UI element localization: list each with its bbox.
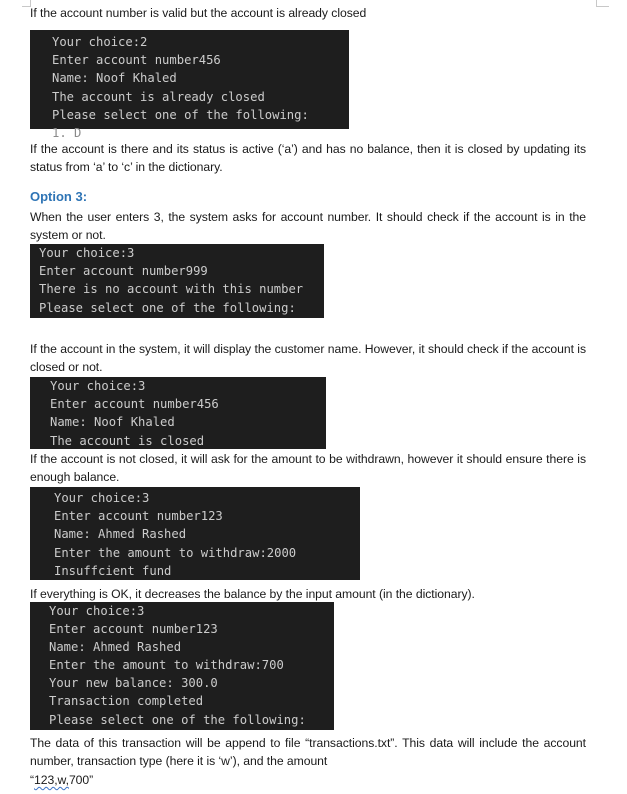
console-line: Transaction completed — [49, 694, 204, 709]
console-line: Please select one of the following: — [49, 712, 306, 727]
console-line: The account is closed — [50, 433, 205, 448]
active-status-text: If the account is there and its status is active (‘a’) and has no balance, then it is closed by updating its status from ‘a’ to ‘c’ in the dictionary. — [30, 142, 586, 174]
transactions-file-text: The data of this transaction will be append to file “transactions.txt”. This data will include the account number, transaction type (here it is ‘w’), and the amount — [30, 736, 586, 768]
not-closed-text: If the account is not closed, it will ask for the amount to be withdrawn, however it should ensure there is enough balance. — [30, 452, 586, 484]
example-open-quote: “ — [30, 773, 35, 787]
console-line: Name: Ahmed Rashed — [54, 527, 187, 542]
console-output-already-closed — [30, 30, 349, 141]
console-line: Please select one of the following: — [39, 300, 296, 315]
console-line: Your new balance: 300.0 — [49, 676, 218, 691]
console-line: Enter account number456 — [52, 53, 221, 68]
console-line: The account is already closed — [52, 89, 265, 104]
console-line: Your choice:2 — [52, 35, 148, 49]
console-line: Enter account number999 — [39, 264, 208, 279]
console-cut-line: 1. D — [52, 126, 82, 141]
everything-ok-text: If everything is OK, it decreases the balance by the input amount (in the dictionary). — [30, 587, 475, 601]
console-line: Your choice:3 — [54, 491, 150, 505]
console-line: Enter account number456 — [50, 397, 219, 412]
console-line: Name: Ahmed Rashed — [49, 640, 182, 655]
option3-intro-text: When the user enters 3, the system asks for account number. It should check if the account is in the system or not. — [30, 210, 586, 242]
page-corner-mark-right — [596, 0, 609, 7]
console-output-transaction-completed — [30, 602, 334, 730]
console-line: Name: Noof Khaled — [52, 71, 177, 86]
console-output-account-closed — [30, 377, 326, 449]
example-record-rest: 700” — [68, 773, 94, 787]
console-line: Enter account number123 — [54, 509, 223, 524]
intro-closed-text: If the account number is valid but the account is already closed — [30, 6, 367, 20]
console-line: Enter the amount to withdraw:2000 — [54, 545, 297, 560]
console-line: Your choice:3 — [39, 246, 135, 260]
console-output-insufficient-fund — [30, 487, 360, 580]
console-line: Please select one of the following: — [52, 107, 309, 122]
console-output-no-account — [30, 244, 324, 318]
console-line: Insuffcient fund — [54, 563, 172, 578]
console-line: Enter the amount to withdraw:700 — [49, 658, 284, 673]
example-record — [30, 771, 586, 789]
console-line: Enter account number123 — [49, 622, 218, 637]
example-record-value: 123,w, — [34, 773, 69, 787]
console-line: There is no account with this number — [39, 282, 304, 297]
in-system-text: If the account in the system, it will display the customer name. However, it should check if the account is closed or not. — [30, 342, 586, 374]
option3-heading: Option 3: — [30, 189, 88, 204]
console-line: Your choice:3 — [49, 604, 145, 618]
console-line: Name: Noof Khaled — [50, 415, 175, 430]
console-line: Your choice:3 — [50, 379, 146, 393]
